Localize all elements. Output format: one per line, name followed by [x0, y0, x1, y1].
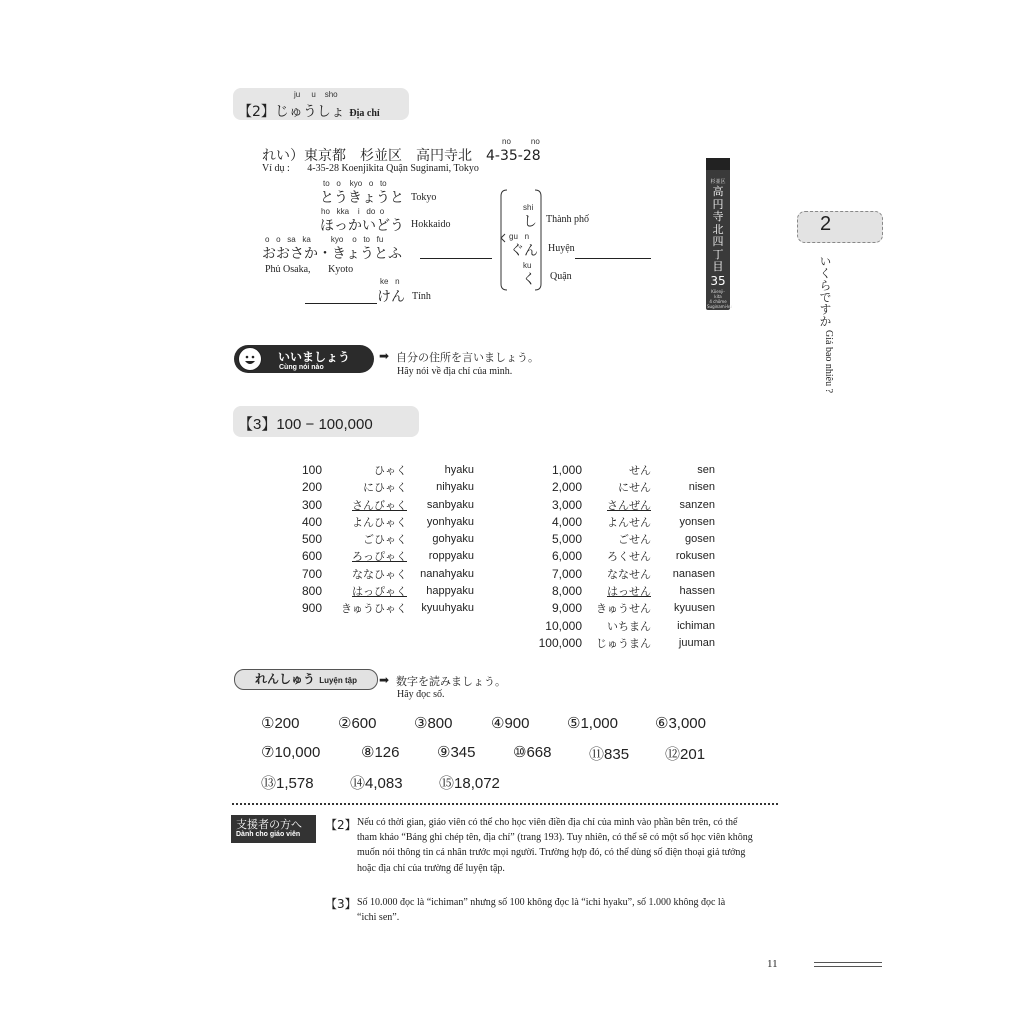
numbers-left-kana: ひゃく にひゃく さんびゃく よんひゃく ごひゃく ろっぴゃく ななひゃく はっぴゃく きゅうひゃく [341, 464, 407, 616]
fu-jp: おおさか・きょうとふ [262, 246, 402, 262]
practice-item: ⑫201 [665, 746, 706, 763]
practice-item: ②600 [338, 715, 377, 732]
practice-item: ③800 [414, 715, 453, 732]
teacher-note-2-num: 【2】 [325, 818, 357, 832]
page-number: 11 [767, 958, 778, 970]
do-jp: ほっかいどう [320, 218, 404, 234]
speak-arrow-icon: ➡ [379, 349, 390, 363]
practice-item: ⑦10,000 [261, 744, 321, 761]
teacher-note-2: Nếu có thời gian, giáo viên có thể cho học viên điền địa chỉ của mình vào phần bên trên, có thể tham khảo “Bảng ghi chép tên, địa chỉ” (trang 193). Tuy nhiên, có thể sẽ có một số học viên không muốn nói thông tin cá nhân trước mọi người. Trường hợp đó, có thể dùng số điện thoại giả tưởng hoặc địa chỉ của trường để luyện tập. [357, 817, 753, 874]
street-sign [706, 158, 730, 310]
gun-jp: ぐん [510, 243, 538, 259]
shi-vi: Thành phố [546, 214, 590, 225]
section-2-title: 【2】じゅうしょ Địa chỉ [238, 104, 380, 120]
practice-instr-jp: 数字を読みましょう。 [396, 675, 506, 688]
sign-cap [706, 158, 730, 170]
to-ruby: to o kyo o to [323, 179, 387, 188]
practice-item: ⑥3,000 [655, 715, 706, 732]
ku-vi: Quận [550, 271, 572, 282]
sign-sub: Kōenji- kita 4 chōme Suginami-ku [707, 289, 732, 309]
practice-item: ①200 [261, 715, 300, 732]
gun-vi: Huyện [548, 243, 575, 254]
practice-item: ⑨345 [437, 744, 476, 761]
speak-label-vi: Cùng nói nào [279, 364, 324, 371]
chapter-number: 2 [820, 213, 832, 235]
sign-kanji: 高 円 寺 北 四 丁 目 [712, 185, 724, 273]
numbers-right-kana: せん にせん さんぜん よんせん ごせん ろくせん ななせん はっせん きゅうせん いちまん じゅうまん [596, 464, 651, 650]
practice-item: ⑧126 [361, 744, 400, 761]
practice-label-jp: れんしゅう Luyện tập [255, 672, 357, 686]
page-rule [814, 962, 882, 967]
practice-item: ⑮18,072 [439, 775, 500, 792]
numbers-right-n: 1,000 2,000 3,000 4,000 5,000 6,000 7,000 8,000 9,000 10,000 100,000 [538, 463, 582, 650]
divider [232, 803, 778, 805]
practice-item: ④900 [491, 715, 530, 732]
practice-instr-vi: Hãy đọc số. [397, 689, 445, 700]
numbers-left-romaji: hyaku nihyaku sanbyaku yonhyaku gohyaku roppyaku nanahyaku happyaku kyuuhyaku [420, 464, 474, 615]
gun-blank [575, 258, 651, 259]
example-ruby: no no [502, 137, 540, 146]
practice-item: ⑪835 [589, 746, 630, 763]
numbers-right-romaji: sen nisen sanzen yonsen gosen rokusen nanasen hassen kyuusen ichiman juuman [672, 464, 715, 649]
practice-item: ⑬1,578 [261, 775, 314, 792]
ken-jp: けん [377, 289, 405, 305]
teacher-note-3-num: 【3】 [325, 897, 357, 911]
speak-face-icon [238, 347, 262, 371]
fu-ruby: o o sa ka kyo o to fu [265, 235, 384, 244]
ken-ruby: ke n [380, 277, 400, 286]
header-ruby: ju u sho [294, 90, 338, 99]
teacher-note-3: Số 10.000 đọc là “ichiman” nhưng số 100 không đọc là “ichi hyaku”, số 1.000 không đọc là “ichi sen”. [357, 897, 726, 924]
ku-jp: く [522, 272, 536, 288]
speak-label-jp: いいましょう [278, 350, 351, 364]
example-vi: Ví dụ : 4-35-28 Koenjikita Quận Suginami, Tokyo [262, 163, 479, 174]
do-en: Hokkaido [411, 219, 451, 230]
shi-jp: し [523, 214, 537, 230]
numbers-left-n: 100 200 300 400 500 600 700 800 900 [301, 463, 322, 616]
chapter-title-vi: Giá bao nhiêu ? [823, 330, 834, 394]
teacher-label-jp: 支援者の方へ [236, 818, 302, 831]
sign-top: 杉並区 [710, 179, 726, 185]
chapter-title-jp: いくらですか [818, 255, 832, 327]
gun-ruby: gu n [509, 232, 530, 241]
practice-item: ⑤1,000 [567, 715, 618, 732]
practice-arrow-icon: ➡ [379, 673, 390, 687]
practice-item: ⑭4,083 [350, 775, 403, 792]
teacher-label-vi: Dành cho giáo viên [236, 831, 301, 838]
to-en: Tokyo [411, 192, 437, 203]
section-3-title: 【3】100 − 100,000 [238, 416, 373, 433]
fu-vi: Phủ Osaka, Kyoto [265, 264, 354, 275]
speak-instr-jp: 自分の住所を言いましょう。 [396, 351, 539, 364]
to-jp: とうきょうと [320, 190, 404, 206]
speak-instr-vi: Hãy nói về địa chỉ của mình. [397, 366, 513, 377]
shi-ruby: shi [523, 203, 534, 212]
sign-num: 35 [710, 274, 726, 288]
chapter-tab [797, 211, 883, 243]
ken-vi: Tỉnh [412, 291, 431, 302]
do-ruby: ho kka i do o [321, 207, 385, 216]
fu-blank [420, 258, 492, 259]
ken-blank [305, 303, 377, 304]
example-jp: れい）東京都 杉並区 高円寺北 4-35-28 [262, 148, 541, 164]
ku-ruby: ku [523, 261, 532, 270]
practice-item: ⑩668 [513, 744, 552, 761]
